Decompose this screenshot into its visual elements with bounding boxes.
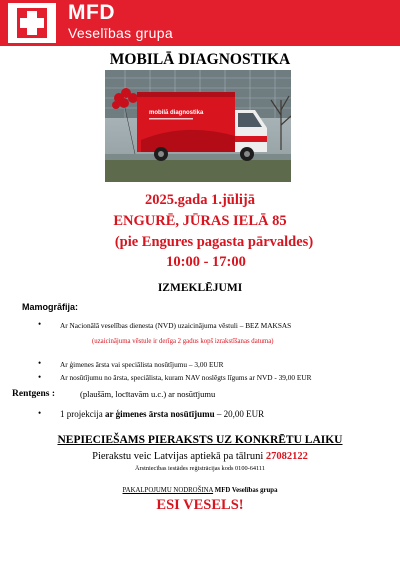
bullet: • bbox=[38, 319, 42, 329]
xray-label: Rentgens : bbox=[12, 389, 56, 399]
mammography-label: Mamogrāfija: bbox=[22, 302, 79, 312]
brand-name: MFD bbox=[68, 1, 115, 24]
sponsor-line bbox=[0, 487, 400, 494]
truck-side-text: mobilā diagnostika bbox=[149, 110, 204, 116]
appointment-heading: NEPIECIEŠAMS PIERAKSTS UZ KONKRĒTU LAIKU bbox=[57, 434, 343, 446]
xray-description: (plaušām, locītavām u.c.) ar nosūtījumu bbox=[80, 389, 216, 399]
sign-up-line bbox=[0, 451, 400, 462]
sponsor-prefix: PAKALPOJUMU NODROŠINA bbox=[122, 487, 214, 494]
xray-item-bold: ar ģimenes ārsta nosūtījumu bbox=[104, 409, 215, 419]
mammography-item-private: Ar nosūtījumu no ārsta, speciālista, kuram NAV noslēgts līgums ar NVD - 39,00 EUR bbox=[60, 373, 312, 382]
event-location: (pie Engures pagasta pārvaldes) bbox=[114, 234, 314, 250]
xray-item-prefix: 1 projekcija bbox=[60, 409, 103, 419]
event-time: 10:00 - 17:00 bbox=[166, 254, 246, 270]
sponsor-name: MFD Veselības grupa bbox=[214, 487, 278, 494]
sign-up-text: Pierakstu veic Latvijas aptiekā pa tālruni bbox=[92, 451, 264, 462]
mammography-item-nvd: Ar Nacionālā veselības dienesta (NVD) uzaicinājuma vēstuli – BEZ MAKSAS bbox=[60, 321, 292, 330]
mammography-item-gp: Ar ģimenes ārsta vai speciālista nosūtījumu – 3,00 EUR bbox=[60, 360, 224, 369]
event-address: ENGURĒ, JŪRAS IELĀ 85 bbox=[113, 213, 287, 229]
phone-number[interactable]: 27082122 bbox=[265, 451, 308, 462]
header-band bbox=[0, 0, 400, 46]
slogan: ESI VESELS! bbox=[156, 497, 244, 513]
red-cross-logo-icon bbox=[8, 3, 56, 43]
xray-item bbox=[60, 409, 264, 419]
event-date: 2025.gada 1.jūlijā bbox=[145, 192, 255, 208]
registration-code-note: Ārstniecības iestādes reģistrācijas kods 0100-64111 bbox=[135, 465, 265, 472]
page-title: MOBILĀ DIAGNOSTIKA bbox=[109, 51, 291, 68]
bullet: • bbox=[38, 372, 42, 382]
services-heading: IZMEKLĒJUMI bbox=[157, 282, 243, 294]
brand-subtitle: Veselības grupa bbox=[68, 25, 173, 41]
bullet: • bbox=[38, 408, 42, 418]
mammography-note: (uzaicinājuma vēstule ir derīga 2 gadus kopš izrakstīšanas datuma) bbox=[92, 338, 274, 345]
mobile-diagnostics-truck-photo bbox=[105, 70, 291, 182]
xray-item-price: – 20,00 EUR bbox=[216, 409, 265, 419]
bullet: • bbox=[38, 358, 42, 368]
